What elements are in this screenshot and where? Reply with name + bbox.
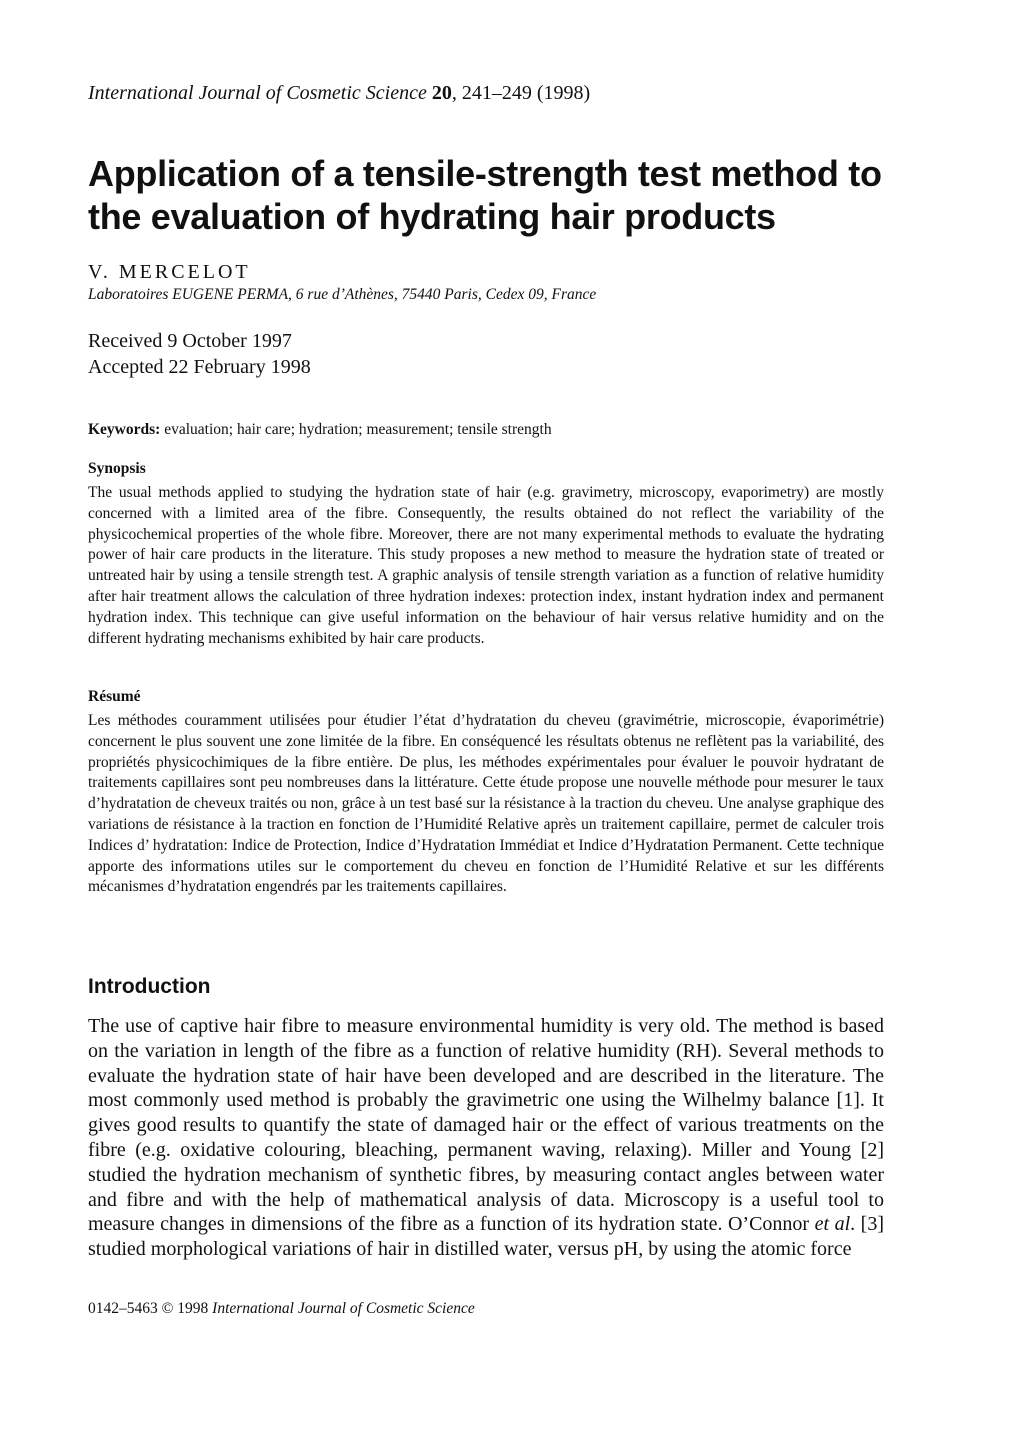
journal-pages-year: , 241–249 (1998): [451, 82, 591, 104]
title-line-1: Application of a tensile-strength test method to: [88, 153, 882, 194]
journal-volume: 20: [431, 82, 452, 104]
footer-copyright: © 1998: [157, 1300, 213, 1317]
article-dates: [88, 328, 311, 380]
footer-issn: 0142–5463: [88, 1300, 158, 1317]
author-affiliation: Laboratoires EUGENE PERMA, 6 rue d’Athènes, 75440 Paris, Cedex 09, France: [88, 286, 597, 303]
synopsis-text: The usual methods applied to studying the hydration state of hair (e.g. gravimetry, microscopy, evaporimetry) are mostly concerned with a limited area of the fibre. Consequently, the results obtained do not reflect the variability of the physicochemical properties of the whole fibre. Moreover, there are not many experimental methods to evaluate the hydrating power of hair care products in the literature. This study proposes a new method to measure the hydration state of treated or untreated hair by using a tensile strength test. A graphic analysis of tensile strength variation as a function of relative humidity after hair treatment allows the calculation of three hydration indexes: protection index, instant hydration index and permanent hydration index. This technique can give useful information on the behaviour of hair versus relative humidity and on the different hydrating mechanisms exhibited by hair care products.: [88, 484, 884, 647]
received-date: Received 9 October 1997: [88, 330, 292, 352]
footer-journal: International Journal of Cosmetic Science: [212, 1300, 475, 1317]
synopsis-heading: Synopsis: [88, 460, 146, 477]
article-title: [88, 152, 948, 238]
introduction-text: [88, 1014, 884, 1262]
introduction-heading: Introduction: [88, 975, 211, 998]
keywords-label: Keywords:: [88, 421, 161, 438]
author-name: V. MERCELOT: [88, 261, 251, 283]
keywords-text: evaluation; hair care; hydration; measurement; tensile strength: [160, 421, 552, 438]
title-line-2: the evaluation of hydrating hair products: [88, 196, 776, 237]
intro-et-al: et al: [814, 1213, 851, 1236]
intro-text-part-2: . [3] studied morphological variations of hair in distilled water, versus pH, by using the atomic force: [88, 1213, 885, 1261]
intro-text-part-1: The use of captive hair fibre to measure environmental humidity is very old. The method is based on the variation in length of the fibre as a function of relative humidity (RH). Several methods to evaluate the hydration state of hair have been developed and are described in the literature. The most commonly used method is probably the gravimetric one using the Wilhelmy balance [1]. It gives good results to quantify the state of damaged hair or the effect of various treatments on the fibre (e.g. oxidative colouring, bleaching, permanent waving, relaxing). Miller and Young [2] studied the hydration mechanism of synthetic fibres, by measuring contact angles between water and fibre and with the help of mathematical analysis of data. Microscopy is a useful tool to measure changes in dimensions of the fibre as a function of its hydration state. O’Connor: [88, 1015, 884, 1236]
resume-heading: Résumé: [88, 688, 141, 705]
keywords: [88, 421, 552, 439]
page-footer: [88, 1300, 475, 1318]
accepted-date: Accepted 22 February 1998: [88, 356, 311, 378]
journal-name: International Journal of Cosmetic Science: [88, 82, 427, 104]
journal-citation: [88, 82, 590, 105]
resume-text: Les méthodes couramment utilisées pour étudier l’état d’hydratation du cheveu (gravimétrie, microscopie, évaporimétrie) concernent le plus souvent une zone limitée de la fibre. En conséquencé les résultats obtenus ne reflètent pas la variabilité, des propriétés physicochimiques de la fibre entière. De plus, les méthodes expérimentales pour évaluer le pouvoir hydratant de traitements capillaires sont peu nombreuses dans la littérature. Cette étude propose une nouvelle méthode pour mesurer le taux d’hydratation de cheveux traités ou non, grâce à un test basé sur la résistance à la traction du cheveu. Une analyse graphique des variations de résistance à la traction en fonction de l’Humidité Relative après un traitement capillaire, permet de calculer trois Indices d’ hydratation: Indice de Protection, Indice d’Hydratation Immédiat et Indice d’Hydratation Permanent. Cette technique apporte des informations utiles sur le comportement du cheveu en fonction de l’Humidité Relative et sur les différents mécanismes d’hydratation engendrés par les traitements capillaires.: [88, 712, 884, 896]
